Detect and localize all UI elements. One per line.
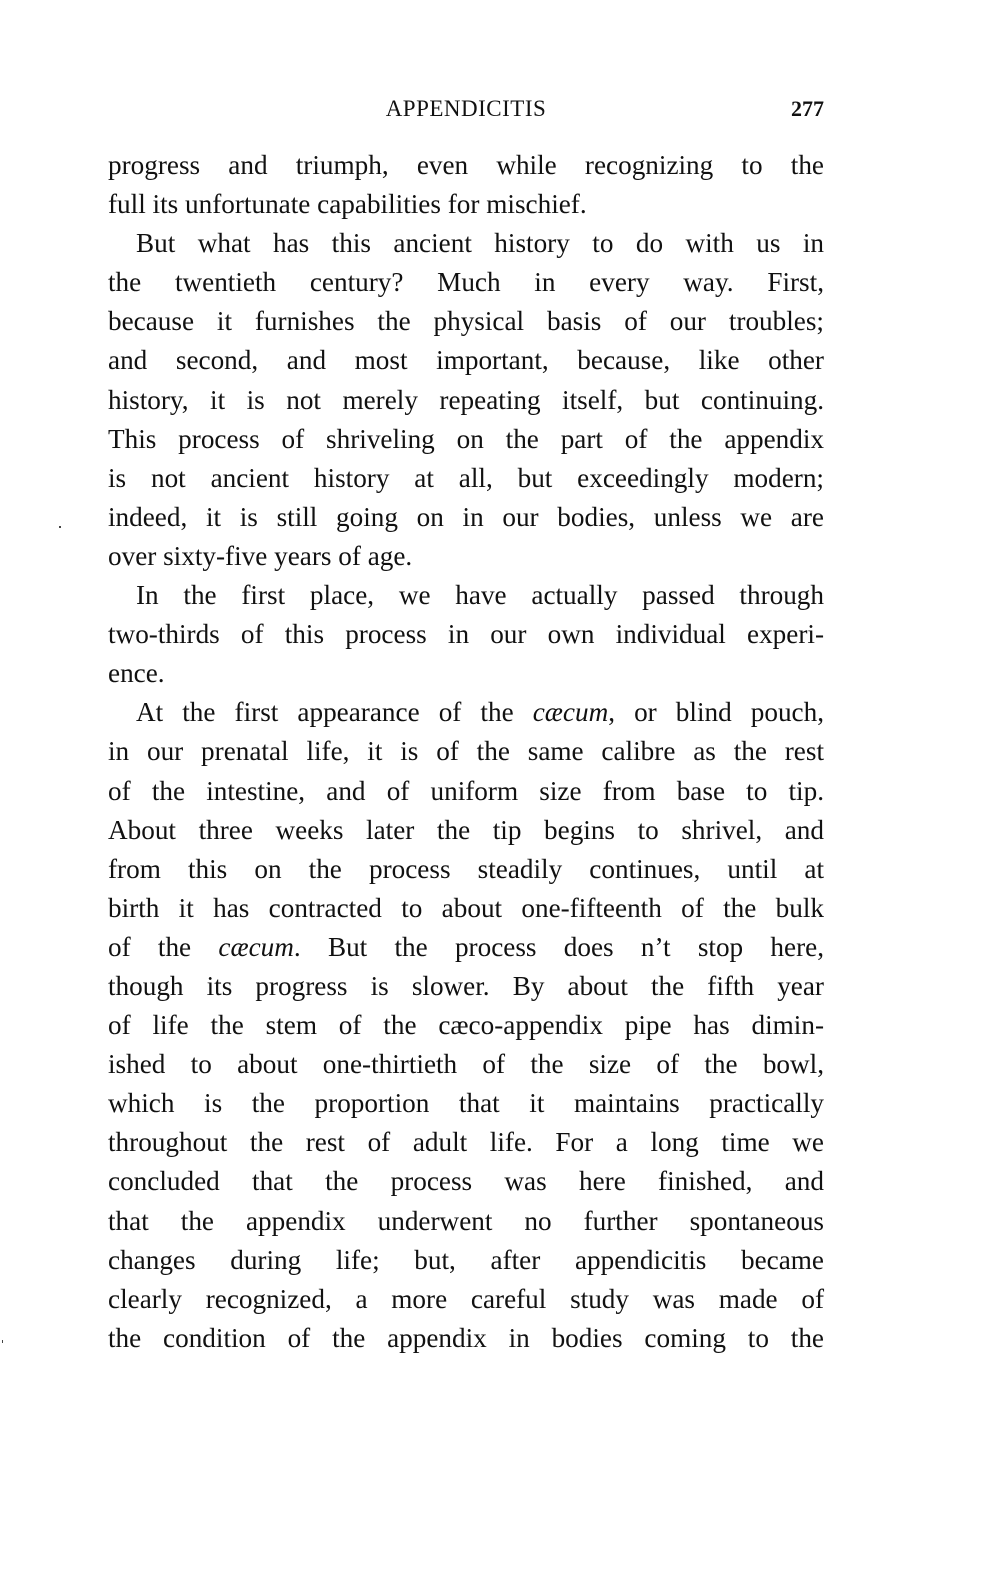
text-line: over sixty-five years of age. [108,540,413,571]
text-line [108,928,824,967]
scan-speck [59,526,61,528]
text-line: full its unfortunate capabilities for mischief. [108,189,587,220]
text-line: of the intestine, and of uniform size from base to tip. [108,775,824,806]
text-line: two-thirds of this process in our own individual experi- [108,619,824,650]
page-number: 277 [791,96,824,121]
text-line: that the appendix underwent no further spontaneous [108,1205,824,1236]
scan-speck [2,1340,3,1343]
italic-term: cæcum [532,697,609,728]
text-line: which is the proportion that it maintains practically [108,1088,824,1119]
text-line: because it furnishes the physical basis of our troubles; [108,306,824,337]
text-line: In the first place, we have actually passed through [136,580,824,611]
text-line: though its progress is slower. By about the fifth year [108,970,824,1001]
running-head [108,92,824,128]
text-line: is not ancient history at all, but exceedingly modern; [108,462,824,493]
text-line [108,693,824,732]
text-line: history, it is not merely repeating itself, but continuing. [108,384,824,415]
text-line: of life the stem of the cæco-appendix pipe has dimin- [108,1010,824,1041]
text-line: changes during life; but, after appendicitis became [108,1244,824,1275]
text-line: ished to about one-thirtieth of the size of the bowl, [108,1049,824,1080]
text-segment: . But the process does n’t stop here, [293,931,824,962]
text-segment: , or blind pouch, [608,697,824,728]
text-line: and second, and most important, because, like other [108,345,824,376]
italic-term: cæcum [218,931,294,962]
text-line: the condition of the appendix in bodies coming to the [108,1322,824,1353]
running-title: APPENDICITIS [385,96,547,121]
text-line: from this on the process steadily continues, until at [108,853,824,884]
text-line: clearly recognized, a more careful study was made of [108,1283,824,1314]
text-line: birth it has contracted to about one-fifteenth of the bulk [108,892,824,923]
text-segment: of the [108,931,219,962]
body-text [108,146,824,1358]
text-line: in our prenatal life, it is of the same calibre as the rest [108,736,824,767]
text-line: This process of shriveling on the part of the appendix [108,423,824,454]
text-segment: At the first appearance of the [136,697,533,728]
text-line: concluded that the process was here finished, and [108,1166,824,1197]
text-line: the twentieth century? Much in every way. First, [108,267,824,298]
text-line: indeed, it is still going on in our bodies, unless we are [108,501,824,532]
text-line: progress and triumph, even while recognizing to the [108,150,824,180]
text-line: About three weeks later the tip begins to shrivel, and [108,814,824,845]
text-line: ence. [108,658,165,689]
text-line: But what has this ancient history to do with us in [136,228,824,259]
text-line: throughout the rest of adult life. For a long time we [108,1127,824,1158]
